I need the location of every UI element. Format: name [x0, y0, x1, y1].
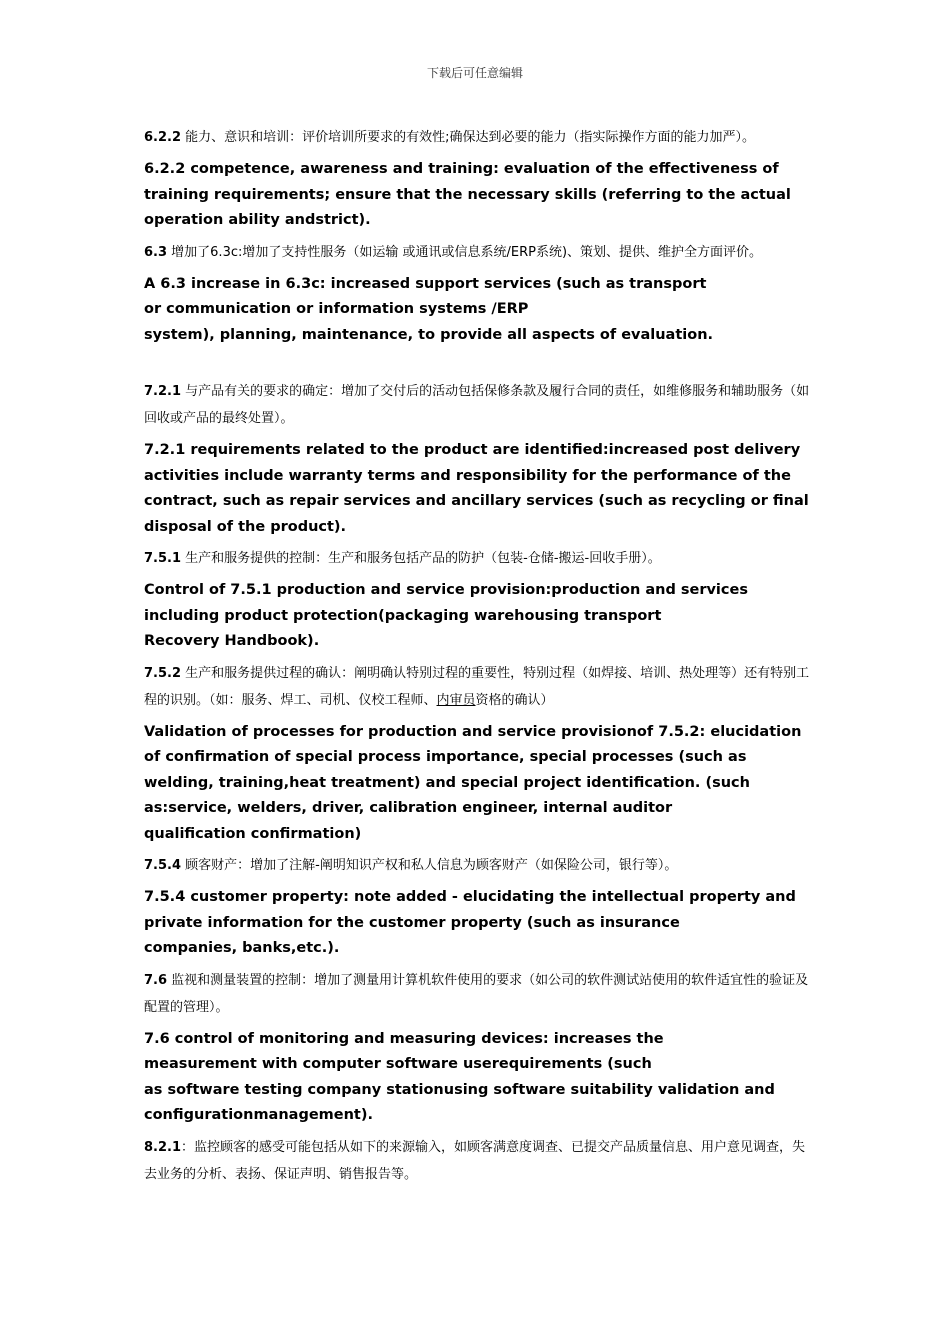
text-line: of confirmation of special process importance, special processes (such as: [144, 749, 747, 765]
paragraph-en-6-3: [144, 272, 810, 349]
paragraph-text: 能力、意识和培训：评价培训所要求的有效性;确保达到必要的能力（指实际操作方面的能力加严）。: [181, 130, 756, 145]
paragraph-en-7-5-1: [144, 578, 810, 655]
text-line: private information for the customer property (such as insurance: [144, 914, 680, 931]
text-line: including product protection(packaging warehousing transport: [144, 607, 662, 624]
paragraph-zh-6-3: [144, 239, 810, 266]
text-line: welding, training,heat treatment) and special project identification. (such: [144, 774, 750, 791]
paragraph-text: 增加了6.3c:增加了支持性服务（如运输 或通讯或信息系统/ERP系统)、策划、提供、维护全方面评价。: [167, 244, 763, 260]
paragraph-text: 生产和服务提供的控制：生产和服务包括产品的防护（包装-仓储-搬运-回收手册）。: [181, 551, 661, 566]
text-line: contract, such as repair services and ancillary services (such as recycling or final: [144, 493, 809, 509]
paragraph-en-7-5-4: [144, 885, 810, 962]
paragraph-zh-6-2-2: [144, 124, 810, 151]
underlined-term: 内审员: [436, 692, 476, 708]
text-line: companies, banks,etc.).: [144, 940, 340, 956]
section-number: 6.2.2: [144, 130, 182, 145]
text-line: disposal of the product).: [144, 518, 347, 535]
section-number: 7.5.4: [144, 858, 182, 873]
paragraph-zh-7-5-4: [144, 852, 810, 879]
text-line: Recovery Handbook).: [144, 633, 320, 649]
paragraph-text: 监视和测量装置的控制：增加了测量用计算机软件使用的要求（如公司的软件测试站使用的软件适宜性的验证及配置的管理）。: [144, 972, 809, 1015]
text-line: training requirements; ensure that the necessary skills (referring to the actual: [144, 186, 791, 203]
text-line: A 6.3 increase in 6.3c: increased support services (such as transport: [144, 275, 707, 292]
page-header: 下载后可任意编辑: [426, 66, 523, 80]
paragraph-zh-8-2-1: [144, 1134, 810, 1188]
paragraph-zh-7-5-1: [144, 545, 810, 572]
text-line: measurement with computer software userequirements (such: [144, 1056, 652, 1072]
text-line: as software testing company stationusing software suitability validation and: [144, 1081, 775, 1098]
text-line: qualification confirmation): [144, 825, 362, 842]
section-number: 8.2.1: [144, 1139, 182, 1155]
paragraph-en-7-6: [144, 1027, 810, 1129]
text-line: Control of 7.5.1 production and service provision:production and services: [144, 582, 748, 598]
paragraph-zh-7-6: [144, 967, 810, 1021]
document-body: [144, 124, 810, 1194]
paragraph-text-tail: 资格的确认）: [475, 692, 554, 708]
text-line: system), planning, maintenance, to provide all aspects of evaluation.: [144, 326, 714, 343]
section-number: 7.5.2: [144, 665, 182, 681]
text-line: 6.2.2 competence, awareness and training: evaluation of the effectiveness of: [144, 161, 779, 177]
paragraph-gap: [144, 353, 810, 378]
text-line: or communication or information systems /ERP: [144, 301, 529, 317]
paragraph-en-7-5-2: [144, 720, 810, 848]
text-line: 7.2.1 requirements related to the product are identified:increased post delivery: [144, 442, 801, 458]
paragraph-text: 顾客财产：增加了注解-阐明知识产权和私人信息为顾客财产（如保险公司，银行等）。: [181, 858, 678, 873]
text-line: 7.5.4 customer property: note added - elucidating the intellectual property and: [144, 889, 796, 905]
paragraph-text: 与产品有关的要求的确定：增加了交付后的活动包括保修条款及履行合同的责任，如维修服务和辅助服务（如回收或产品的最终处置）。: [144, 384, 810, 426]
text-line: activities include warranty terms and responsibility for the performance of the: [144, 467, 791, 484]
section-number: 7.5.1: [144, 551, 182, 566]
section-number: 6.3: [144, 244, 168, 260]
text-line: configurationmanagement).: [144, 1107, 373, 1123]
text-line: as:service, welders, driver, calibration engineer, internal auditor: [144, 800, 673, 816]
paragraph-zh-7-5-2: [144, 660, 810, 714]
paragraph-zh-7-2-1: [144, 378, 810, 432]
paragraph-text: ：监控顾客的感受可能包括从如下的来源输入，如顾客满意度调查、已提交产品质量信息、用户意见调查，失去业务的分析、表扬、保证声明、销售报告等。: [144, 1139, 806, 1182]
text-line: operation ability andstrict).: [144, 212, 371, 228]
text-line: 7.6 control of monitoring and measuring devices: increases the: [144, 1030, 664, 1047]
text-line: Validation of processes for production and service provisionof 7.5.2: elucidation: [144, 723, 802, 740]
paragraph-en-6-2-2: [144, 157, 810, 234]
paragraph-en-7-2-1: [144, 438, 810, 540]
section-number: 7.6: [144, 972, 168, 988]
section-number: 7.2.1: [144, 384, 182, 399]
paragraph-text: 生产和服务提供过程的确认：阐明确认特别过程的重要性，特别过程（如焊接、培训、热处理等）还有特别工程的识别。（如：服务、焊工、司机、仪校工程师、: [144, 665, 810, 708]
